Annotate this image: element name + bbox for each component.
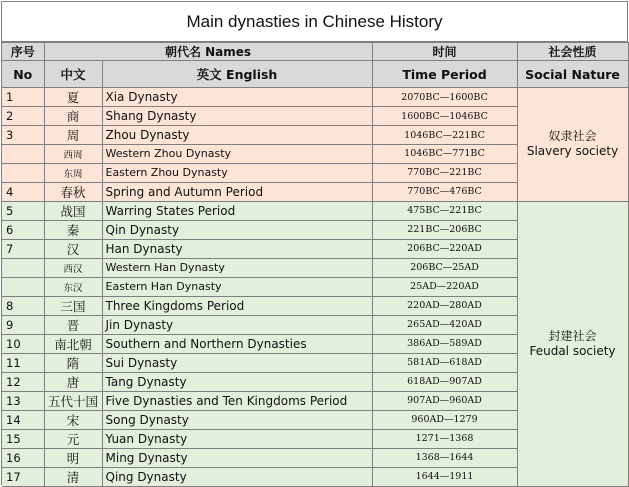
cell-no[interactable]: 2 <box>2 107 44 126</box>
header-no-zh[interactable]: 序号 <box>2 43 44 61</box>
cell-chinese-name[interactable]: 汉 <box>44 239 102 258</box>
cell-no[interactable]: 15 <box>2 429 44 448</box>
cell-no[interactable] <box>2 258 44 277</box>
cell-time-period[interactable]: 1271—1368 <box>372 429 517 448</box>
cell-time-period[interactable]: 1600BC—1046BC <box>372 107 517 126</box>
cell-chinese-name[interactable]: 元 <box>44 429 102 448</box>
cell-english-name[interactable]: Five Dynasties and Ten Kingdoms Period <box>102 391 372 410</box>
cell-english-name[interactable]: Ming Dynasty <box>102 448 372 467</box>
cell-time-period[interactable]: 220AD—280AD <box>372 296 517 315</box>
cell-no[interactable]: 8 <box>2 296 44 315</box>
cell-english-name[interactable]: Shang Dynasty <box>102 107 372 126</box>
cell-no[interactable]: 10 <box>2 334 44 353</box>
cell-chinese-name[interactable]: 周 <box>44 126 102 145</box>
header-time-zh[interactable]: 时间 <box>372 43 517 61</box>
cell-social-nature-feudal[interactable] <box>517 201 628 486</box>
cell-chinese-name[interactable]: 宋 <box>44 410 102 429</box>
cell-english-name[interactable]: Eastern Zhou Dynasty <box>102 163 372 182</box>
cell-english-name[interactable]: Sui Dynasty <box>102 353 372 372</box>
cell-chinese-name[interactable]: 夏 <box>44 88 102 107</box>
cell-chinese-name[interactable]: 秦 <box>44 220 102 239</box>
cell-no[interactable]: 11 <box>2 353 44 372</box>
cell-chinese-name[interactable]: 隋 <box>44 353 102 372</box>
cell-english-name[interactable]: Xia Dynasty <box>102 88 372 107</box>
cell-no[interactable]: 12 <box>2 372 44 391</box>
cell-time-period[interactable]: 1368—1644 <box>372 448 517 467</box>
cell-chinese-name[interactable]: 五代十国 <box>44 391 102 410</box>
table-row <box>2 88 628 107</box>
cell-chinese-name[interactable]: 清 <box>44 467 102 486</box>
cell-no[interactable]: 13 <box>2 391 44 410</box>
cell-time-period[interactable]: 221BC—206BC <box>372 220 517 239</box>
header-time-period[interactable]: Time Period <box>372 61 517 88</box>
cell-no[interactable] <box>2 163 44 182</box>
cell-chinese-name[interactable]: 东周 <box>44 163 102 182</box>
header-row-english <box>2 61 628 88</box>
table-body <box>2 88 628 487</box>
cell-no[interactable]: 14 <box>2 410 44 429</box>
cell-chinese-name[interactable]: 西周 <box>44 145 102 164</box>
cell-english-name[interactable]: Three Kingdoms Period <box>102 296 372 315</box>
dynasty-table <box>2 42 629 487</box>
cell-chinese-name[interactable]: 明 <box>44 448 102 467</box>
cell-time-period[interactable]: 206BC—25AD <box>372 258 517 277</box>
feudal-en-label: Feudal society <box>529 343 616 358</box>
cell-time-period[interactable]: 206BC—220AD <box>372 239 517 258</box>
header-row-chinese <box>2 43 628 61</box>
cell-time-period[interactable]: 475BC—221BC <box>372 201 517 220</box>
slavery-en-label: Slavery society <box>526 144 619 159</box>
cell-time-period[interactable]: 618AD—907AD <box>372 372 517 391</box>
cell-english-name[interactable]: Tang Dynasty <box>102 372 372 391</box>
cell-english-name[interactable]: Han Dynasty <box>102 239 372 258</box>
cell-no[interactable]: 1 <box>2 88 44 107</box>
cell-english-name[interactable]: Western Zhou Dynasty <box>102 145 372 164</box>
cell-english-name[interactable]: Qing Dynasty <box>102 467 372 486</box>
cell-chinese-name[interactable]: 唐 <box>44 372 102 391</box>
cell-no[interactable]: 17 <box>2 467 44 486</box>
cell-no[interactable] <box>2 277 44 296</box>
header-chinese-name[interactable]: 中文 <box>44 61 102 88</box>
header-names[interactable]: 朝代名 Names <box>44 43 372 61</box>
cell-no[interactable]: 3 <box>2 126 44 145</box>
cell-no[interactable]: 5 <box>2 201 44 220</box>
cell-no[interactable] <box>2 145 44 164</box>
feudal-zh-label: 封建社会 <box>548 328 597 343</box>
cell-time-period[interactable]: 770BC—476BC <box>372 182 517 201</box>
cell-english-name[interactable]: Southern and Northern Dynasties <box>102 334 372 353</box>
cell-time-period[interactable]: 25AD—220AD <box>372 277 517 296</box>
cell-chinese-name[interactable]: 晋 <box>44 315 102 334</box>
cell-no[interactable]: 4 <box>2 182 44 201</box>
cell-time-period[interactable]: 770BC—221BC <box>372 163 517 182</box>
header-nature-zh[interactable]: 社会性质 <box>517 43 628 61</box>
cell-no[interactable]: 6 <box>2 220 44 239</box>
table-title: Main dynasties in Chinese History <box>2 2 627 42</box>
cell-time-period[interactable]: 907AD—960AD <box>372 391 517 410</box>
header-english-name[interactable]: 英文 English <box>102 61 372 88</box>
cell-time-period[interactable]: 581AD—618AD <box>372 353 517 372</box>
cell-chinese-name[interactable]: 西汉 <box>44 258 102 277</box>
cell-english-name[interactable]: Western Han Dynasty <box>102 258 372 277</box>
cell-time-period[interactable]: 386AD—589AD <box>372 334 517 353</box>
slavery-zh-label: 奴隶社会 <box>548 129 597 144</box>
cell-chinese-name[interactable]: 三国 <box>44 296 102 315</box>
cell-chinese-name[interactable]: 南北朝 <box>44 334 102 353</box>
cell-chinese-name[interactable]: 东汉 <box>44 277 102 296</box>
cell-time-period[interactable]: 1046BC—221BC <box>372 126 517 145</box>
cell-time-period[interactable]: 960AD—1279 <box>372 410 517 429</box>
cell-chinese-name[interactable]: 春秋 <box>44 182 102 201</box>
header-no[interactable]: No <box>2 61 44 88</box>
cell-time-period[interactable]: 265AD—420AD <box>372 315 517 334</box>
cell-time-period[interactable]: 1046BC—771BC <box>372 145 517 164</box>
cell-social-nature-slavery[interactable] <box>517 88 628 202</box>
cell-chinese-name[interactable]: 商 <box>44 107 102 126</box>
cell-english-name[interactable]: Qin Dynasty <box>102 220 372 239</box>
cell-english-name[interactable]: Eastern Han Dynasty <box>102 277 372 296</box>
cell-english-name[interactable]: Jin Dynasty <box>102 315 372 334</box>
cell-english-name[interactable]: Song Dynasty <box>102 410 372 429</box>
header-social-nature[interactable]: Social Nature <box>517 61 628 88</box>
cell-chinese-name[interactable]: 战国 <box>44 201 102 220</box>
cell-english-name[interactable]: Spring and Autumn Period <box>102 182 372 201</box>
cell-english-name[interactable]: Zhou Dynasty <box>102 126 372 145</box>
cell-english-name[interactable]: Yuan Dynasty <box>102 429 372 448</box>
table-row <box>2 201 628 220</box>
cell-no[interactable]: 7 <box>2 239 44 258</box>
cell-english-name[interactable]: Warring States Period <box>102 201 372 220</box>
spreadsheet-view <box>1 1 628 485</box>
cell-time-period[interactable]: 2070BC—1600BC <box>372 88 517 107</box>
cell-no[interactable]: 16 <box>2 448 44 467</box>
cell-time-period[interactable]: 1644—1911 <box>372 467 517 486</box>
cell-no[interactable]: 9 <box>2 315 44 334</box>
